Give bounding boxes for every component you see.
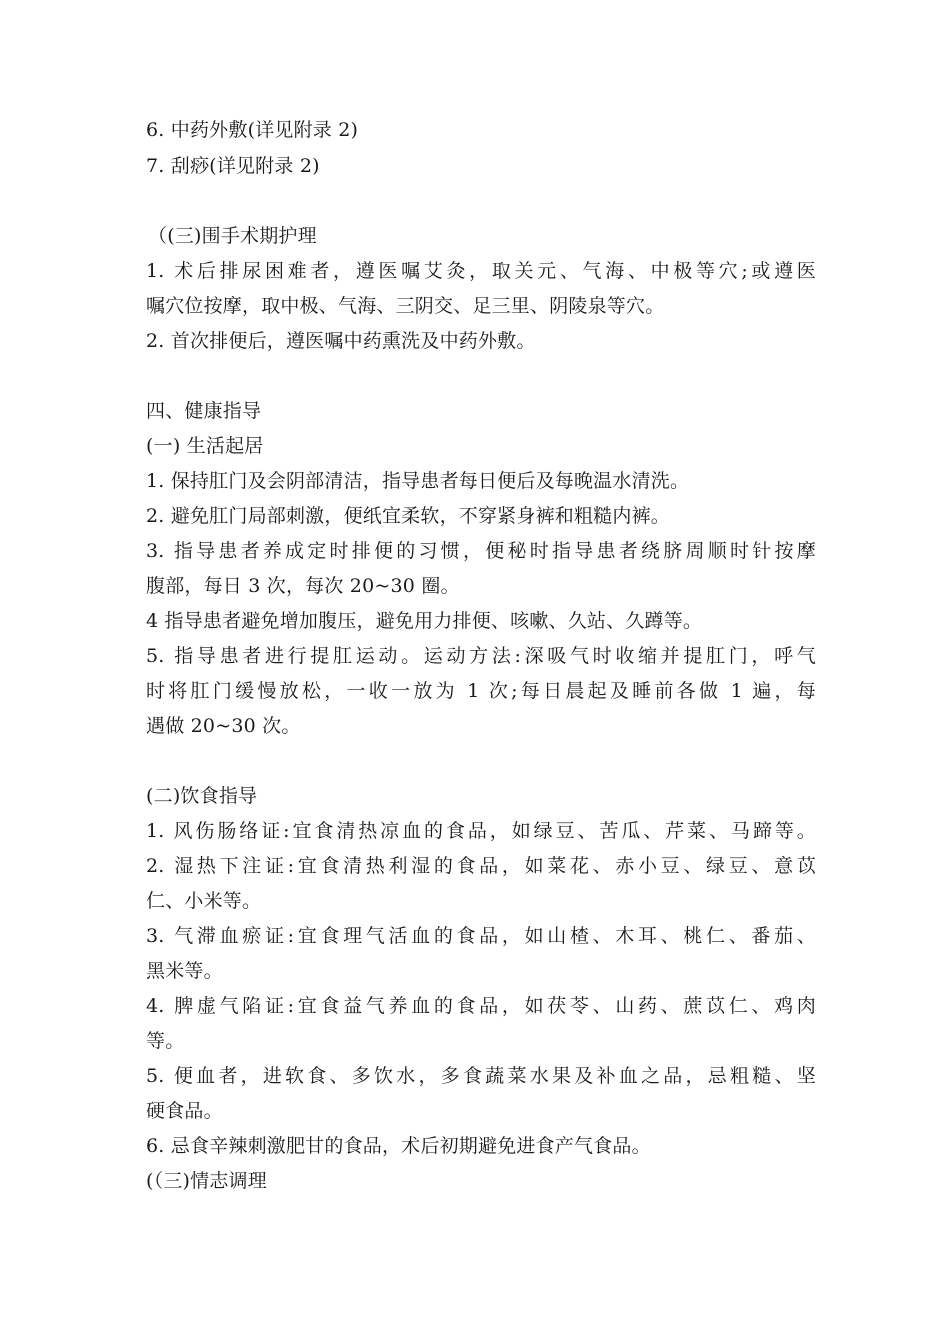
text-line: 2. 首次排便后，遵医嘱中药熏洗及中药外敷。: [146, 330, 536, 352]
section-heading: （(三)围手术期护理: [148, 225, 317, 247]
text-line: 3. 指导患者养成定时排便的习惯，便秘时指导患者绕脐周顺时针按摩: [146, 540, 816, 562]
chapter-heading: 四、健康指导: [146, 400, 262, 422]
text-line: 2. 避免肛门局部刺激，便纸宜柔软，不穿紧身裤和粗糙内裤。: [146, 505, 670, 527]
text-line: 5. 便血者，进软食、多饮水，多食蔬菜水果及补血之品，忌粗糙、坚: [146, 1065, 816, 1087]
text-line: 等。: [146, 1030, 185, 1052]
text-line: 3. 气滞血瘀证:宜食理气活血的食品，如山楂、木耳、桃仁、番茄、: [146, 925, 816, 947]
text-line: 1. 术后排尿困难者，遵医嘱艾灸，取关元、气海、中极等穴;或遵医: [146, 260, 816, 282]
text-line: 黑米等。: [146, 960, 223, 982]
text-line: 4 指导患者避免增加腹压，避免用力排便、咳嗽、久站、久蹲等。: [146, 610, 703, 632]
text-line: 1. 风伤肠络证:宜食清热凉血的食品，如绿豆、苦瓜、芹菜、马蹄等。: [146, 820, 816, 842]
text-line: 1. 保持肛门及会阴部清洁，指导患者每日便后及每晚温水清洗。: [146, 470, 690, 492]
text-line: 遇做 20~30 次。: [146, 715, 301, 737]
text-line: 6. 忌食辛辣刺激肥甘的食品，术后初期避免进食产气食品。: [146, 1135, 651, 1157]
text-line: 时将肛门缓慢放松，一收一放为 1 次;每日晨起及睡前各做 1 遍，每: [146, 680, 816, 702]
text-line: 5. 指导患者进行提肛运动。运动方法:深吸气时收缩并提肛门，呼气: [146, 645, 816, 667]
text-line: 4. 脾虚气陷证:宜食益气养血的食品，如茯苓、山药、蔗苡仁、鸡肉: [146, 995, 816, 1017]
text-line: 7. 刮痧(详见附录 2): [146, 155, 320, 177]
text-line: 2. 湿热下注证:宜食清热利湿的食品，如菜花、赤小豆、绿豆、意苡: [146, 855, 816, 877]
text-line: 硬食品。: [146, 1100, 223, 1122]
section-heading: (二)饮食指导: [146, 785, 258, 807]
text-line: 腹部，每日 3 次，每次 20~30 圈。: [146, 575, 460, 597]
text-line: 嘱穴位按摩，取中极、气海、三阴交、足三里、阴陵泉等穴。: [146, 295, 665, 317]
text-line: 仁、小米等。: [146, 890, 262, 912]
section-heading: (一) 生活起居: [146, 435, 264, 457]
section-heading: (（三)情志调理: [146, 1170, 267, 1192]
text-line: 6. 中药外敷(详见附录 2): [146, 119, 359, 141]
